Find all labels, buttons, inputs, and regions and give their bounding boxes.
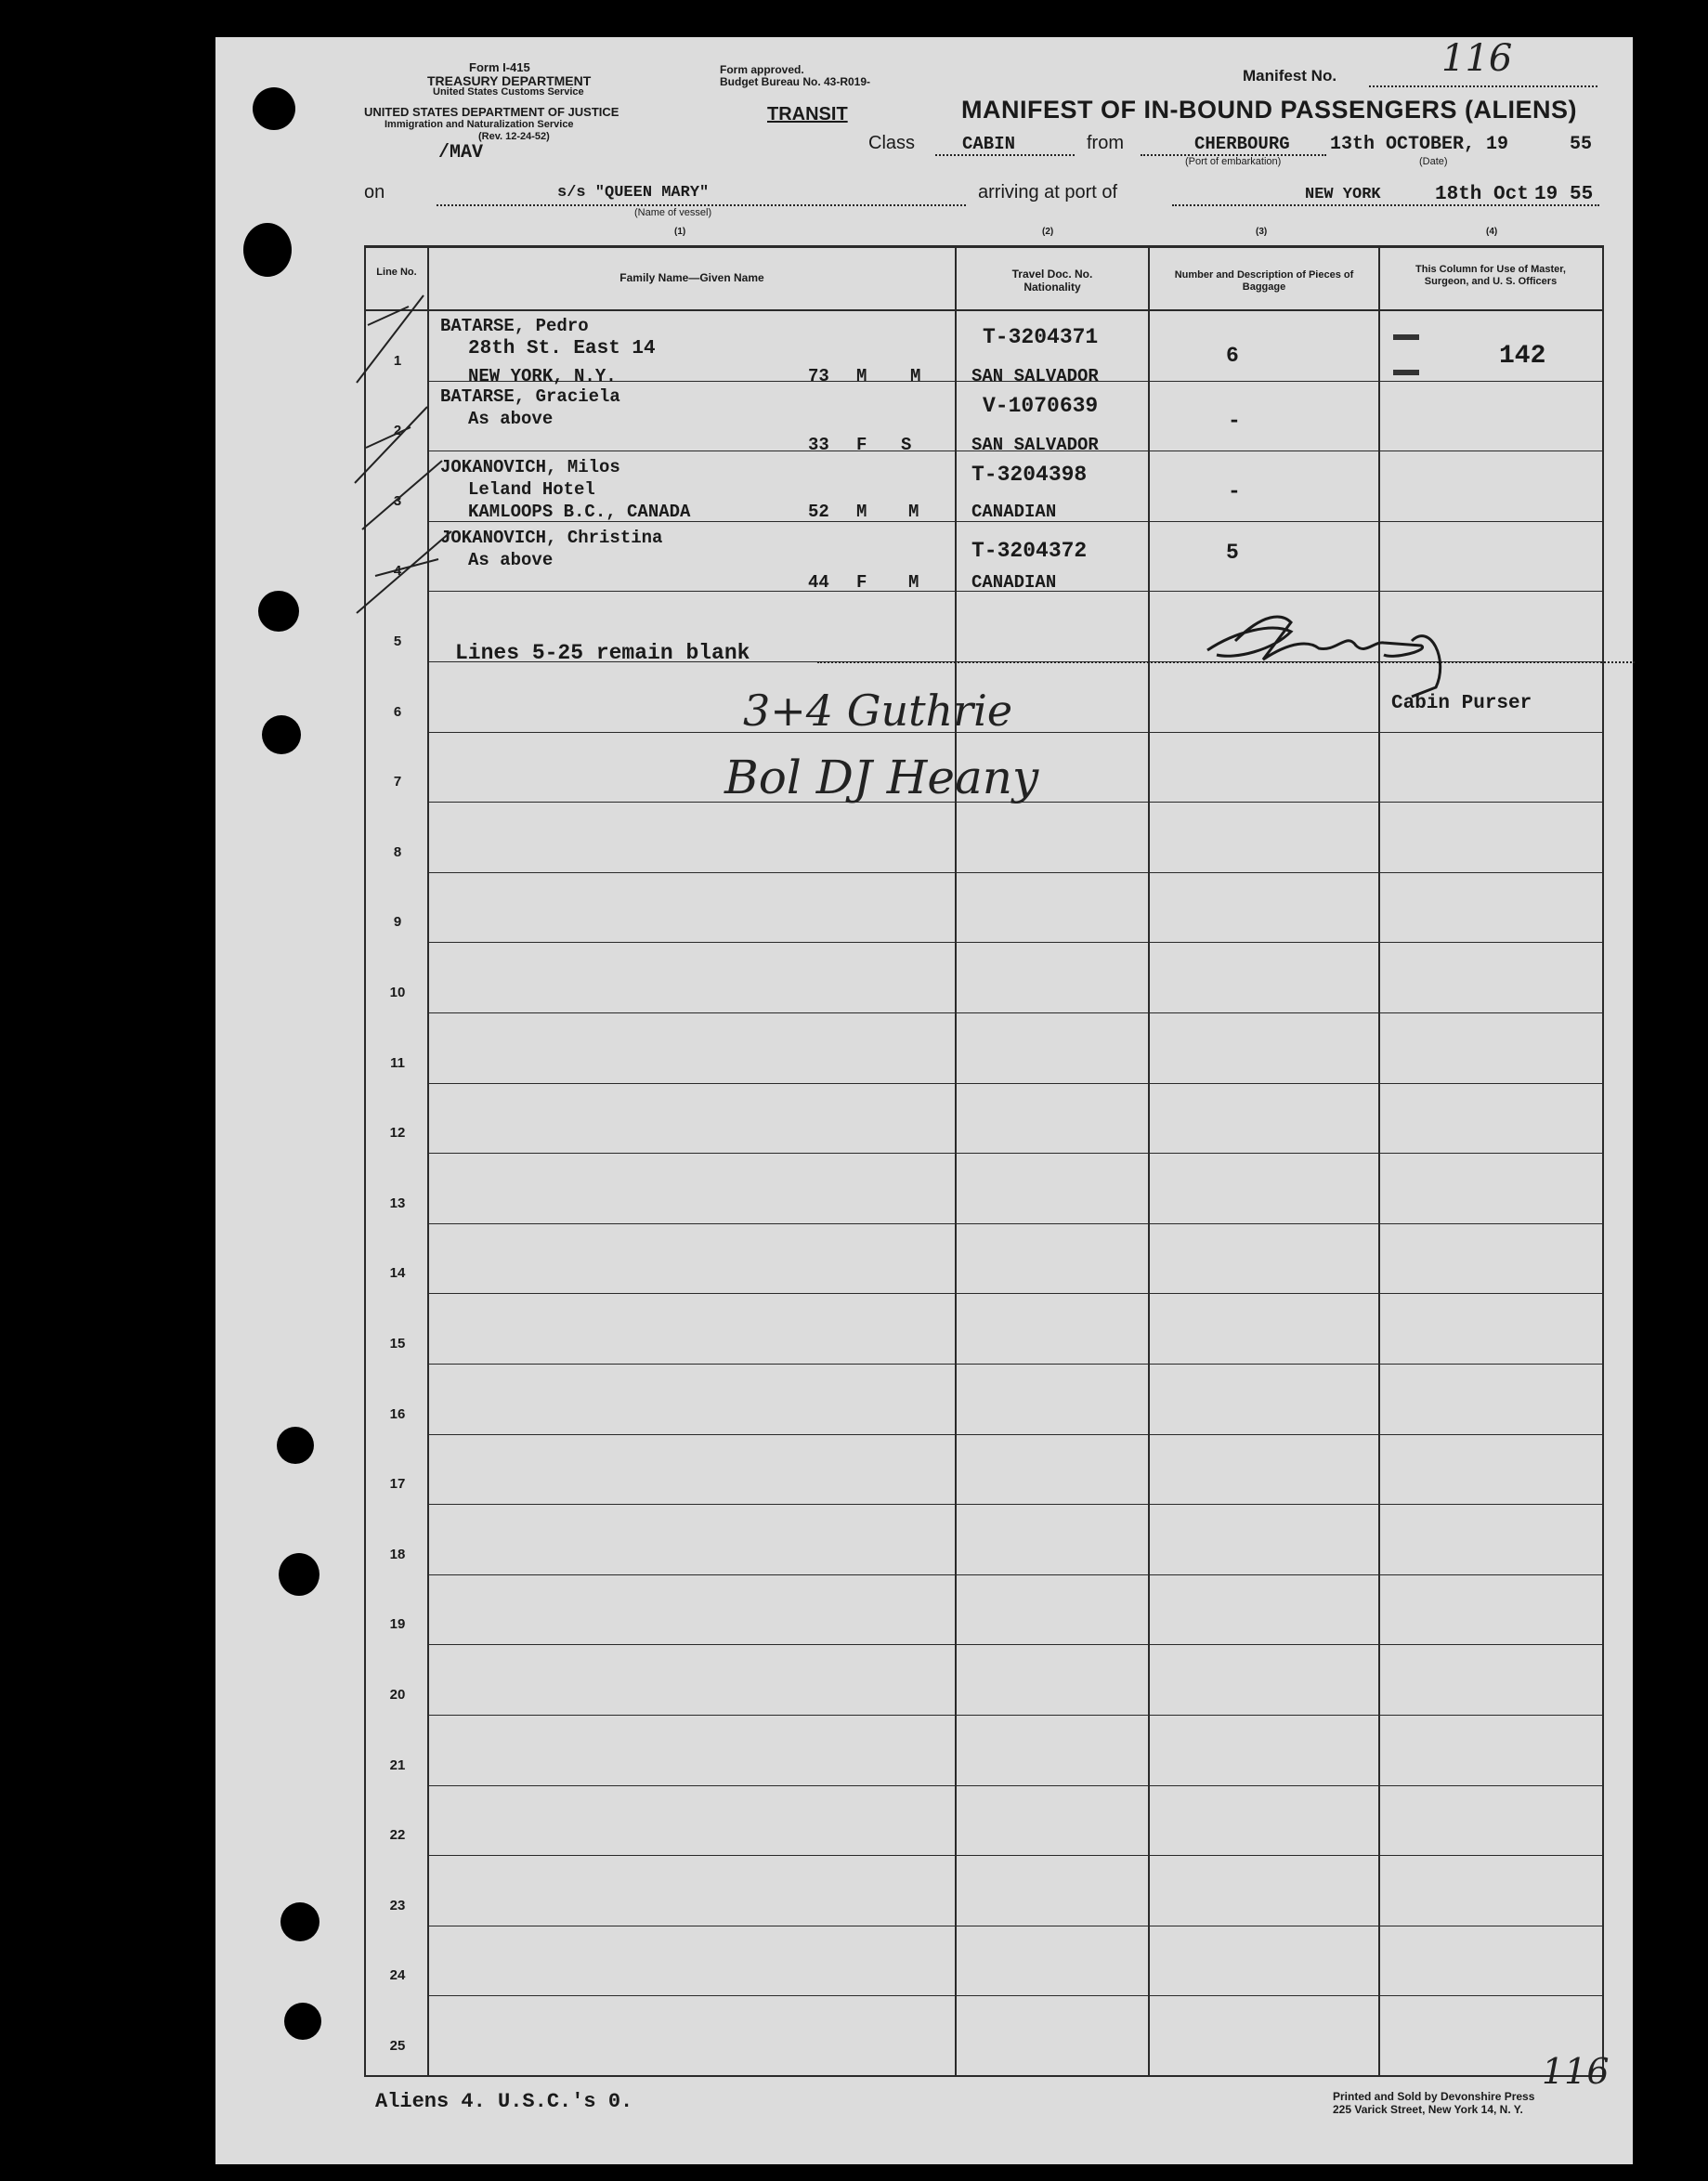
passenger-age: 52 [808, 502, 829, 522]
page-mark: 116 [1542, 2051, 1610, 2092]
arrival-year-prefix: 19 [1534, 184, 1558, 205]
punch-hole [277, 1427, 314, 1464]
passenger-name: BATARSE, Pedro [440, 316, 589, 336]
form-approved: Form approved. [720, 63, 804, 76]
col-number-3: (3) [1256, 227, 1268, 237]
officer-mark [1393, 334, 1419, 340]
transit-label: TRANSIT [767, 104, 848, 124]
purser-signature [1198, 604, 1477, 706]
travel-doc: V-1070639 [983, 394, 1099, 418]
row-rule [429, 1293, 1602, 1294]
row-rule [429, 1574, 1602, 1575]
punch-hole [243, 223, 292, 277]
justice-label: UNITED STATES DEPARTMENT OF JUSTICE [364, 105, 619, 119]
passenger-name: BATARSE, Graciela [440, 386, 620, 407]
travel-doc: T-3204372 [971, 539, 1088, 563]
vessel-caption: (Name of vessel) [634, 207, 712, 218]
line-number: 5 [393, 633, 402, 649]
on-label: on [364, 182, 385, 202]
passenger-marital: S [901, 435, 912, 455]
col-header-travel: Travel Doc. No. Nationality [1011, 268, 1093, 294]
line-number: 23 [389, 1898, 406, 1913]
arrival-date: 18th Oct [1435, 184, 1529, 205]
row-rule [429, 1715, 1602, 1716]
line-number: 21 [389, 1757, 406, 1773]
officer-note: 142 [1499, 342, 1546, 371]
col-number-2: (2) [1042, 227, 1054, 237]
passenger-sex: F [856, 435, 867, 455]
punch-hole [253, 87, 295, 130]
date-year: 55 [1570, 134, 1593, 155]
printer-line-1: Printed and Sold by Devonshire Press [1333, 2090, 1535, 2103]
budget-bureau: Budget Bureau No. 43-R019- [720, 75, 871, 88]
row-rule [429, 1855, 1602, 1856]
line-number: 3 [393, 493, 402, 509]
row-rule [429, 1644, 1602, 1645]
col-number-1: (1) [674, 227, 686, 237]
passenger-sex: F [856, 572, 867, 593]
col-header-officers: This Column for Use of Master, Surgeon, and U. S. Officers [1415, 264, 1566, 287]
handwritten-note-2: Bol DJ Heany [724, 751, 1039, 804]
manifest-no-label: Manifest No. [1243, 67, 1337, 85]
line-number: 10 [389, 985, 406, 1000]
row-rule [429, 1434, 1602, 1435]
row-rule [429, 732, 1602, 733]
line-number: 4 [393, 563, 402, 579]
col-header-baggage: Number and Description of Pieces of Baggage [1174, 269, 1354, 293]
travel-doc: T-3204398 [971, 463, 1088, 487]
line-number: 18 [389, 1547, 406, 1562]
line-number: 17 [389, 1476, 406, 1492]
baggage: 6 [1226, 344, 1239, 368]
blank-lines-note: Lines 5-25 remain blank [455, 641, 750, 665]
aliens-count: Aliens 4. U.S.C.'s 0. [375, 2090, 633, 2113]
passenger-age: 33 [808, 435, 829, 455]
col-number-4: (4) [1486, 227, 1498, 237]
passenger-address: As above [468, 550, 554, 570]
line-number: 2 [393, 423, 402, 438]
line-number: 8 [393, 844, 402, 860]
check-mark [362, 461, 442, 529]
officer-mark [1393, 370, 1419, 375]
from-value: CHERBOURG [1194, 134, 1290, 154]
passenger-sex: M [856, 502, 867, 522]
passenger-address: Leland Hotel [468, 479, 595, 500]
from-label: from [1087, 133, 1124, 153]
baggage: - [1228, 409, 1241, 433]
form-number: Form I-415 [469, 60, 530, 74]
row-rule [429, 1223, 1602, 1224]
passenger-city: KAMLOOPS B.C., CANADA [468, 502, 691, 522]
punch-hole [258, 591, 299, 632]
travel-doc: T-3204371 [983, 325, 1099, 349]
baggage: - [1228, 479, 1241, 503]
port-embark-caption: (Port of embarkation) [1185, 156, 1282, 167]
cabin-purser-label: Cabin Purser [1391, 693, 1532, 714]
passenger-city: NEW YORK, N.Y. [468, 366, 617, 386]
class-value: CABIN [962, 134, 1016, 154]
mav-mark: /MAV [438, 142, 484, 163]
check-mark [357, 531, 451, 613]
line-number: 16 [389, 1406, 406, 1422]
check-mark [357, 295, 424, 383]
line-number: 12 [389, 1125, 406, 1141]
passenger-sex: M [856, 366, 867, 386]
date-value: 13th OCTOBER, 19 [1330, 134, 1509, 155]
nationality: CANADIAN [971, 572, 1057, 593]
line-number: 14 [389, 1265, 406, 1281]
passenger-address: 28th St. East 14 [468, 338, 656, 359]
date-caption: (Date) [1419, 156, 1448, 167]
nationality: SAN SALVADOR [971, 366, 1099, 386]
check-mark [355, 407, 427, 483]
line-number: 25 [389, 2038, 406, 2054]
line-number: 6 [393, 704, 402, 720]
arrival-port: NEW YORK [1305, 186, 1381, 203]
ins-label: Immigration and Naturalization Service [385, 119, 574, 130]
arriving-label: arriving at port of [978, 182, 1118, 202]
row-rule [429, 1083, 1602, 1084]
row-rule [429, 1785, 1602, 1786]
customs-label: United States Customs Service [433, 86, 584, 98]
row-rule [429, 872, 1602, 873]
class-label: Class [868, 133, 916, 153]
passenger-age: 44 [808, 572, 829, 593]
row-rule [429, 1153, 1602, 1154]
row-rule [429, 942, 1602, 943]
passenger-age: 73 [808, 366, 829, 386]
line-number: 7 [393, 774, 402, 790]
passenger-name: JOKANOVICH, Milos [440, 457, 620, 477]
arrival-year: 55 [1570, 184, 1594, 205]
nationality: SAN SALVADOR [971, 435, 1099, 455]
row-rule [429, 1012, 1602, 1013]
check-marks [353, 279, 557, 632]
revision-label: (Rev. 12-24-52) [478, 131, 550, 142]
punch-hole [279, 1553, 319, 1596]
treasury-label: TREASURY DEPARTMENT [427, 73, 592, 88]
line-number: 9 [393, 914, 402, 930]
manifest-title: MANIFEST OF IN-BOUND PASSENGERS (ALIENS) [961, 96, 1578, 124]
line-number: 1 [393, 353, 402, 369]
passenger-marital: M [908, 502, 919, 522]
row-rule [429, 1364, 1602, 1365]
line-number: 11 [390, 1055, 405, 1071]
line-number: 24 [389, 1967, 406, 1983]
manifest-no-value: 116 [1441, 37, 1513, 80]
col-header-line: Line No. [376, 267, 417, 278]
passenger-marital: M [908, 572, 919, 593]
passenger-address: As above [468, 409, 554, 429]
line-number: 19 [389, 1616, 406, 1632]
passenger-name: JOKANOVICH, Christina [440, 528, 663, 548]
passenger-marital: M [910, 366, 921, 386]
line-number: 20 [389, 1687, 406, 1703]
vessel-value: s/s "QUEEN MARY" [557, 184, 710, 202]
printer-line-2: 225 Varick Street, New York 14, N. Y. [1333, 2103, 1523, 2116]
row-rule [429, 1995, 1602, 1996]
punch-hole [262, 715, 301, 754]
nationality: CANADIAN [971, 502, 1057, 522]
line-number: 13 [389, 1195, 406, 1211]
line-number: 15 [389, 1336, 406, 1352]
punch-hole [284, 2003, 321, 2040]
punch-hole [280, 1902, 319, 1941]
handwritten-note-1: 3+4 Guthrie [743, 686, 1013, 736]
baggage: 5 [1226, 541, 1239, 565]
col-header-name: Family Name—Given Name [619, 271, 764, 284]
line-number: 22 [389, 1827, 406, 1843]
row-rule [429, 1504, 1602, 1505]
